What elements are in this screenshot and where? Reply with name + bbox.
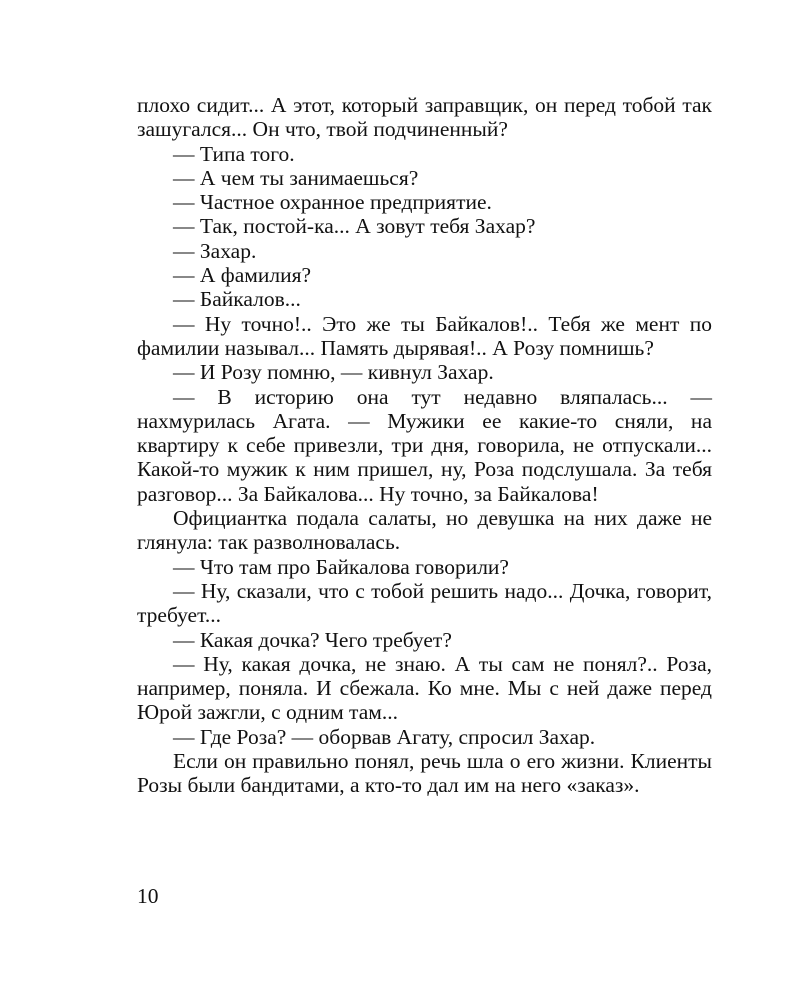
- paragraph: — Байкалов...: [173, 287, 301, 312]
- paragraph: — Какая дочка? Чего требует?: [173, 627, 452, 652]
- paragraph: — Захар.: [173, 238, 257, 263]
- paragraph: — Где Роза? — оборвав Агату, спросил Захар.: [173, 724, 596, 749]
- paragraph: — Типа того.: [173, 141, 295, 166]
- paragraph: плохо сидит... А этот, который заправщик, он перед тобой так зашугался... Он что, твой подчиненный?: [137, 93, 712, 142]
- paragraph: — Ну точно!.. Это же ты Байкалов!.. Тебя же мент по фамилии называл... Память дырявая!.. А Розу помнишь?: [137, 311, 712, 360]
- page-body: [137, 93, 712, 798]
- paragraph: — И Розу помню, — кивнул Захар.: [173, 360, 494, 385]
- paragraph: Если он правильно понял, речь шла о его жизни. Клиенты Розы были бандитами, а кто-то дал им на него «заказ».: [137, 749, 712, 798]
- paragraph: — Что там про Байкалова говорили?: [173, 554, 509, 579]
- paragraph: — А фамилия?: [173, 263, 312, 288]
- paragraph: — Ну, какая дочка, не знаю. А ты сам не понял?.. Роза, например, поняла. И сбежала. Ко мне. Мы с ней даже перед Юрой зажгли, с одним там...: [137, 651, 712, 725]
- paragraph: — А чем ты занимаешься?: [173, 165, 419, 190]
- page-number: 10: [137, 884, 159, 908]
- paragraph: — В историю она тут недавно вляпалась... — нахмурилась Агата. — Мужики ее какие-то сняли, на квартиру к себе привезли, три дня, говорила, не отпускали... Какой-то мужик к ним пришел, ну, Роза подслушала. За тебя разговор... За Байкалова... Ну точно, за Байкалова!: [137, 384, 712, 506]
- paragraph: — Частное охранное предприятие.: [173, 190, 492, 215]
- paragraph: — Ну, сказали, что с тобой решить надо... Дочка, говорит, требует...: [137, 578, 712, 628]
- paragraph: Официантка подала салаты, но девушка на них даже не глянула: так разволновалась.: [137, 506, 712, 555]
- paragraph: — Так, постой-ка... А зовут тебя Захар?: [173, 214, 536, 239]
